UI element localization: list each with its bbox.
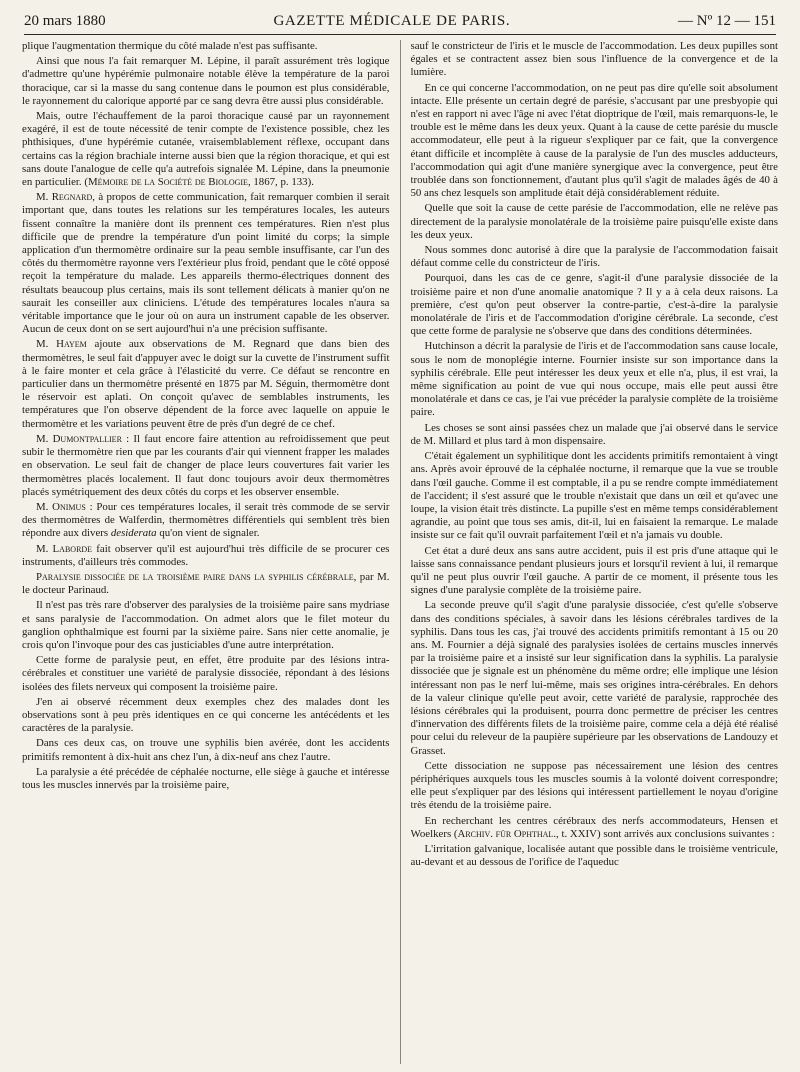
right-column [411, 40, 779, 1064]
speaker-name: M. Hayem [36, 338, 87, 351]
speaker-name: M. Laborde [36, 542, 93, 555]
paragraph: En recherchant les centres cérébraux des nerfs accommodateurs, Hensen et Woelkers (Archiv. für Ophthal., t. XXIV) sont arrivés aux conclusions suivantes : [410, 814, 778, 840]
paragraph: Ainsi que nous l'a fait remarquer M. Lépine, il paraît assurément très logique d'admettre qu'une hypérémie pulmonaire notable élève la température de la paroi thoracique, car si la masse du sang contenue dans le poumon est plus considérable, le rayonnement du calorique apporté par ce sang devra être aussi plus considérable. [22, 55, 390, 107]
paragraph: La paralysie a été précédée de céphalée nocturne, elle siège à gauche et intéresse tous les muscles innervés par la troisième paire, [22, 765, 390, 791]
article-author: , par M. le docteur Parinaud. [22, 570, 390, 597]
paragraph: Mais, outre l'échauffement de la paroi thoracique causé par un rayonnement exagéré, il est de toute nécessité de tenir compte de l'existence possible, chez les phthisiques, d'une hypérémie cutanée, vraisemblablement réflexe, occupant dans certains cas la région brachiale interne aussi bien que la région thoracique, et qui est sans doute l'analogue de celle qu'a autrefois signalée M. Lépine, dans la pneumonie en particulier. (Mémoire de la Société de Biologie, 1867, p. 133). [22, 110, 390, 189]
source-citation: Archiv. für Ophthal. [457, 827, 557, 840]
paragraph: Dans ces deux cas, on trouve une syphilis bien avérée, dont les accidents primitifs remontent à dix-huit ans chez l'un, à dix-neuf ans chez l'autre. [22, 737, 390, 763]
paragraph: plique l'augmentation thermique du côté malade n'est pas suffisante. [22, 40, 318, 52]
article-headline [22, 571, 390, 597]
source-citation: Mémoire de la Société de Biologie [87, 176, 248, 189]
header-date: 20 mars 1880 [24, 12, 106, 29]
article-title: Paralysie dissociée de la troisième paire dans la syphilis cérébrale [36, 570, 354, 583]
article-columns [22, 40, 778, 1064]
speaker-name: M. Regnard [36, 191, 93, 204]
page-header [24, 8, 776, 35]
paragraph: M. Laborde fait observer qu'il est aujourd'hui très difficile de se procurer ces instruments, d'ailleurs très commodes. [22, 542, 390, 568]
paragraph: Nous sommes donc autorisé à dire que la paralysie de l'accommodation faisait défaut comme celle du constricteur de l'iris. [410, 244, 778, 270]
paragraph: En ce qui concerne l'accommodation, on ne peut pas dire qu'elle soit absolument intacte. Elle présente un certain degré de parésie, s'accusant par une presbyopie qui n'est en rapport ni avec l'âge ni avec l'état dioptrique de l'œil, mais remarquons-le, le trouble est le même dans les deux yeux. Quant à la cause de cette parésie du muscle accommodateur, elle peut à la rigueur s'expliquer par ce fait, que la convergence étant difficile et incomplète à cause de la paralysie de l'un des muscles adducteurs, l'accommodation qui agit d'une manière synergique avec la convergence, peut être troublée dans son fonctionnement, d'autant plus qu'il s'agit de malades âgés de 40 à 50 ans chez lesquels son amplitude était déjà considérablement réduite. [410, 81, 778, 200]
paragraph: M. Regnard, à propos de cette communication, fait remarquer combien il serait important que, dans toutes les relations sur les températures locales, les auteurs fissent connaître la manière dont ils prennent ces températures. Rien n'est plus difficile que de prendre la température d'un point limité du corps; la simple application d'un thermomètre ordinaire sur la peau semble insuffisante, car l'un des côtés du thermomètre rayonne vers l'extérieur plus froid, pendant que le côté opposé reçoit la température du malade. Les appareils thermo-électriques donnent des résultats beaucoup plus certains, mais ils sont tellement délicats à manier qu'on ne saurait les conseiller aux cliniciens. L'étude des températures locales n'aura sa véritable importance que le jour où on aura un instrument capable de les observer. Aucun de ceux dont on se sert aujourd'hui n'a une précision suffisante. [22, 191, 390, 336]
paragraph: J'en ai observé récemment deux exemples chez des malades dont les observations sont à peu près identiques en ce qui concerne les antécédents et les caractères de la paralysie. [22, 695, 390, 735]
speaker-name: M. Onimus [36, 500, 86, 513]
paragraph: C'était également un syphilitique dont les accidents primitifs remontaient à vingt ans. Après avoir éprouvé de la céphalée nocturne, il remarque que la vue se trouble dans l'œil gauche. Comme il est comptable, il a pu se rendre compte immédiatement de l'accident; il s'est assuré que le trouble n'existait que dans un œil et qu'avec une loupe, la vision était très distincte. La pupille s'est en même temps considérablement agrandie, au point que tous ses amis, dit-il, lui en faisaient la remarque. Le malade insiste sur ce fait qu'il ouvrait parfaitement l'œil et n'a jamais vu double. [410, 450, 778, 542]
paragraph: Cette forme de paralysie peut, en effet, être produite par des lésions intra-cérébrales et constituer une variété de paralysie dissociée, répondant à des lésions isolées des filets nerveux qui composent la troisième paire. [22, 654, 390, 693]
journal-title: GAZETTE MÉDICALE DE PARIS. [273, 12, 511, 29]
paragraph: Hutchinson a décrit la paralysie de l'iris et de l'accommodation sans cause locale, sous le nom de monoplégie interne. Fournier insiste sur son importance dans la syphilis cérébrale. Elle peut intéresser les deux yeux et elle n'a, plus, il est vrai, la même signification au point de vue qui nous occupe, mais elle peut aussi être monolatérale et dans ce cas, je l'ai vue précéder la paralysie complète de la troisième paire. [410, 340, 778, 419]
paragraph: Il n'est pas très rare d'observer des paralysies de la troisième paire sans mydriase et sans paralysie de l'accommodation. On admet alors que le filet moteur du ganglion ophthalmique est fourni par la sixième paire. Sans nier cette anomalie, je crois qu'on l'invoque pour des cas justiciables d'une autre interprétation. [22, 599, 390, 651]
speaker-name: M. Dumontpallier [36, 432, 122, 445]
issue-page-number: — Nº 12 — 151 [678, 12, 776, 29]
paragraph: sauf le constricteur de l'iris et le muscle de l'accommodation. Les deux pupilles sont égales et se contractent assez bien sous l'influence de la convergence et de la lumière. [410, 40, 778, 79]
paragraph: La seconde preuve qu'il s'agit d'une paralysie dissociée, c'est qu'elle s'observe dans des conditions spéciales, à savoir dans les lésions cérébrales tardives de la syphilis. Dans tous les cas, j'ai trouvé des accidents primitifs remontant à 15 ou 20 ans. M. Fournier a déjà signalé des paralysies isolées de certains muscles innervés par la troisième paire et a insisté sur leur signification dans la syphilis. La paralysie dissociée que je signale est un phénomène du même ordre; elle implique une lésion intéressant non pas le nerf lui-même, mais ses origines intra-cérébrales. En dehors de la valeur clinique qu'elle peut avoir, cette variété de paralysie, rapprochée des lésions cérébrales qui la produisent, pourra donc permettre de préciser les centres d'innervation des différents filets de la troisième paire, comme cela a déjà été réalisé pour celui du releveur de la paupière supérieure par les observations de Landouzy et Grasset. [410, 599, 778, 757]
paragraph: L'irritation galvanique, localisée autant que possible dans le troisième ventricule, au-devant et au dessous de l'orifice de l'aqueduc [410, 842, 778, 869]
paragraph: Quelle que soit la cause de cette parésie de l'accommodation, elle ne relève pas directement de la paralysie monolatérale de la troisième paire puisqu'elle existe dans les deux yeux. [410, 202, 778, 241]
paragraph: M. Dumontpallier : Il faut encore faire attention au refroidissement que peut subir le thermomètre rien que par les courants d'air qui viennent frapper les malades en observation. Le seul fait de changer de place leurs couvertures fait varier les thermomètres placés localement. Il faut donc toujours avoir deux thermomètres placés symétriquement des deux côtés du corps et les observer ensemble. [22, 432, 390, 498]
left-column [22, 40, 390, 1064]
paragraph: M. Hayem ajoute aux observations de M. Regnard que dans bien des thermomètres, le seul fait d'appuyer avec le doigt sur la cuvette de l'instrument suffit à le faire monter et cela grâce à l'élasticité du verre. Ce défaut se rencontre en particulier dans un thermomètre présenté en 1875 par M. Séguin, thermomètre dont le réservoir est aplati. On conçoit qu'avec de semblables instruments, les températures que l'on observe dépendent de la force avec laquelle on appuie le thermomètre et les variations peuvent être de près d'un degré de ce chef. [22, 338, 390, 430]
paragraph: Cette dissociation ne suppose pas nécessairement une lésion des centres périphériques auxquels tous les muscles soumis à la volonté doivent correspondre; elle peut s'expliquer par des lésions qui intéressent partiellement le noyau d'origine très étendu de la troisième paire. [410, 759, 778, 812]
paragraph: M. Onimus : Pour ces températures locales, il serait très commode de se servir des thermomètres de Walferdin, thermomètres différentiels qui semblent très bien répondre aux divers desiderata qu'on vient de signaler. [22, 500, 390, 540]
paragraph: Cet état a duré deux ans sans autre accident, puis il est pris d'une attaque qui le laisse sans connaissance pendant plusieurs jours et lorsqu'il revient à lui, il remarque qu'il ne peut plus ouvrir l'œil gauche. A partir de ce moment, il présente tous les signes d'une paralysie complète de la troisième paire. [410, 544, 778, 597]
column-divider [400, 40, 401, 1064]
paragraph: Les choses se sont ainsi passées chez un malade que j'ai observé dans le service de M. Millard et plus tard à mon dispensaire. [410, 421, 778, 447]
paragraph: Pourquoi, dans les cas de ce genre, s'agit-il d'une paralysie dissociée de la troisième paire et non d'une anomalie anatomique ? Il y a à cela deux raisons. La première, c'est qu'on peut observer la contre-partie, c'est-à-dire la paralysie monolatérale de l'iris et de l'accommodation d'origine cérébrale. La seconde, c'est que cette forme de paralysie ne s'observe que dans des conditions déterminées. [410, 272, 778, 338]
